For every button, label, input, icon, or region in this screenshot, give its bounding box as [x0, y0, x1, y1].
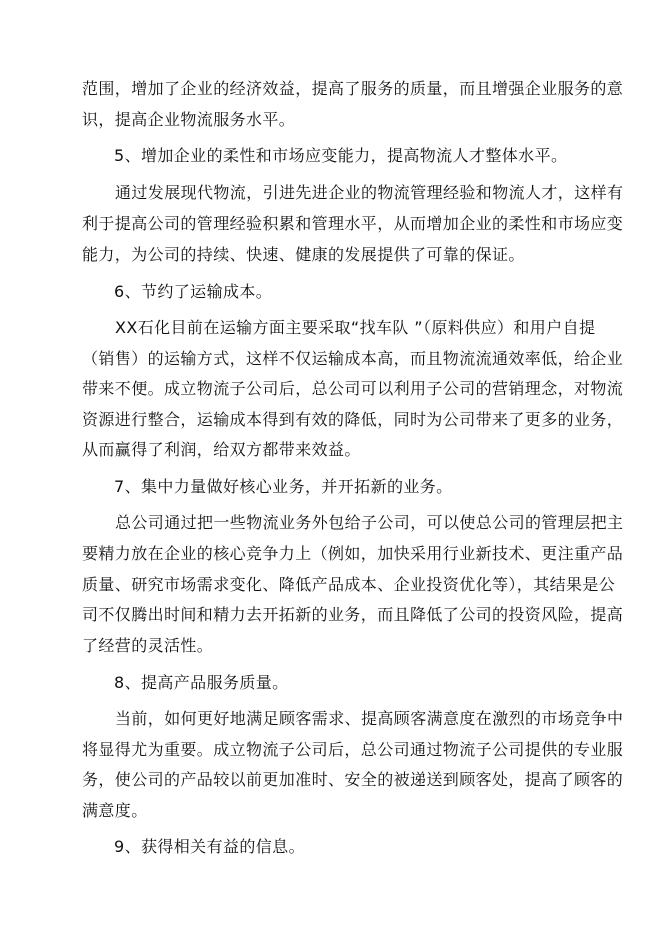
body-line: 了经营的灵活性。 [82, 636, 214, 655]
section-heading-5: 5、增加企业的柔性和市场应变能力，提高物流人才整体水平。 [114, 146, 568, 165]
section-heading-6: 6、节约了运输成本。 [114, 282, 273, 301]
body-line: 将显得尤为重要。成立物流子公司后，总公司通过物流子公司提供的专业服 [82, 740, 624, 759]
body-line: （销售）的运输方式，这样不仅运输成本高，而且物流流通效率低，给企业 [82, 349, 624, 368]
body-line: 从而赢得了利润，给双方都带来效益。 [82, 440, 361, 459]
section-heading-8: 8、提高产品服务质量。 [114, 673, 289, 692]
body-line: 总公司通过把一些物流业务外包给子公司，可以使总公司的管理层把主 [115, 513, 624, 532]
body-line: 能力，为公司的持续、快速、健康的发展提供了可靠的保证。 [82, 245, 525, 264]
body-line: 当前，如何更好地满足顾客需求、提高顾客满意度在激烈的市场竞争中 [115, 709, 624, 728]
section-heading-9: 9、获得相关有益的信息。 [114, 837, 305, 856]
body-line: 通过发展现代物流，引进先进企业的物流管理经验和物流人才，这样有 [115, 183, 624, 202]
body-line: 识，提高企业物流服务水平。 [82, 110, 296, 129]
body-line: XX石化目前在运输方面主要采取“找车队 ”（原料供应）和用户自提 [115, 318, 596, 337]
section-heading-7: 7、集中力量做好核心业务，并开拓新的业务。 [114, 477, 453, 496]
body-line: 利于提高公司的管理经验积累和管理水平，从而增加企业的柔性和市场应变 [82, 214, 624, 233]
body-line: 范围，增加了企业的经济效益，提高了服务的质量，而且增强企业服务的意 [82, 79, 624, 98]
body-line: 带来不便。成立物流子公司后，总公司可以利用子公司的营销理念，对物流 [82, 379, 624, 398]
body-line: 资源进行整合，运输成本得到有效的降低，同时为公司带来了更多的业务， [82, 410, 624, 429]
body-line: 司不仅腾出时间和精力去开拓新的业务，而且降低了公司的投资风险，提高 [82, 605, 624, 624]
body-line: 质量、研究市场需求变化、降低产品成本、企业投资优化等），其结果是公 [82, 575, 616, 594]
body-line: 务，使公司的产品较以前更加准时、安全的被递送到顾客处，提高了顾客的 [82, 770, 624, 789]
body-line: 满意度。 [82, 801, 148, 820]
body-line: 要精力放在企业的核心竞争力上（例如，加快采用行业新技术、更注重产品 [82, 544, 624, 563]
